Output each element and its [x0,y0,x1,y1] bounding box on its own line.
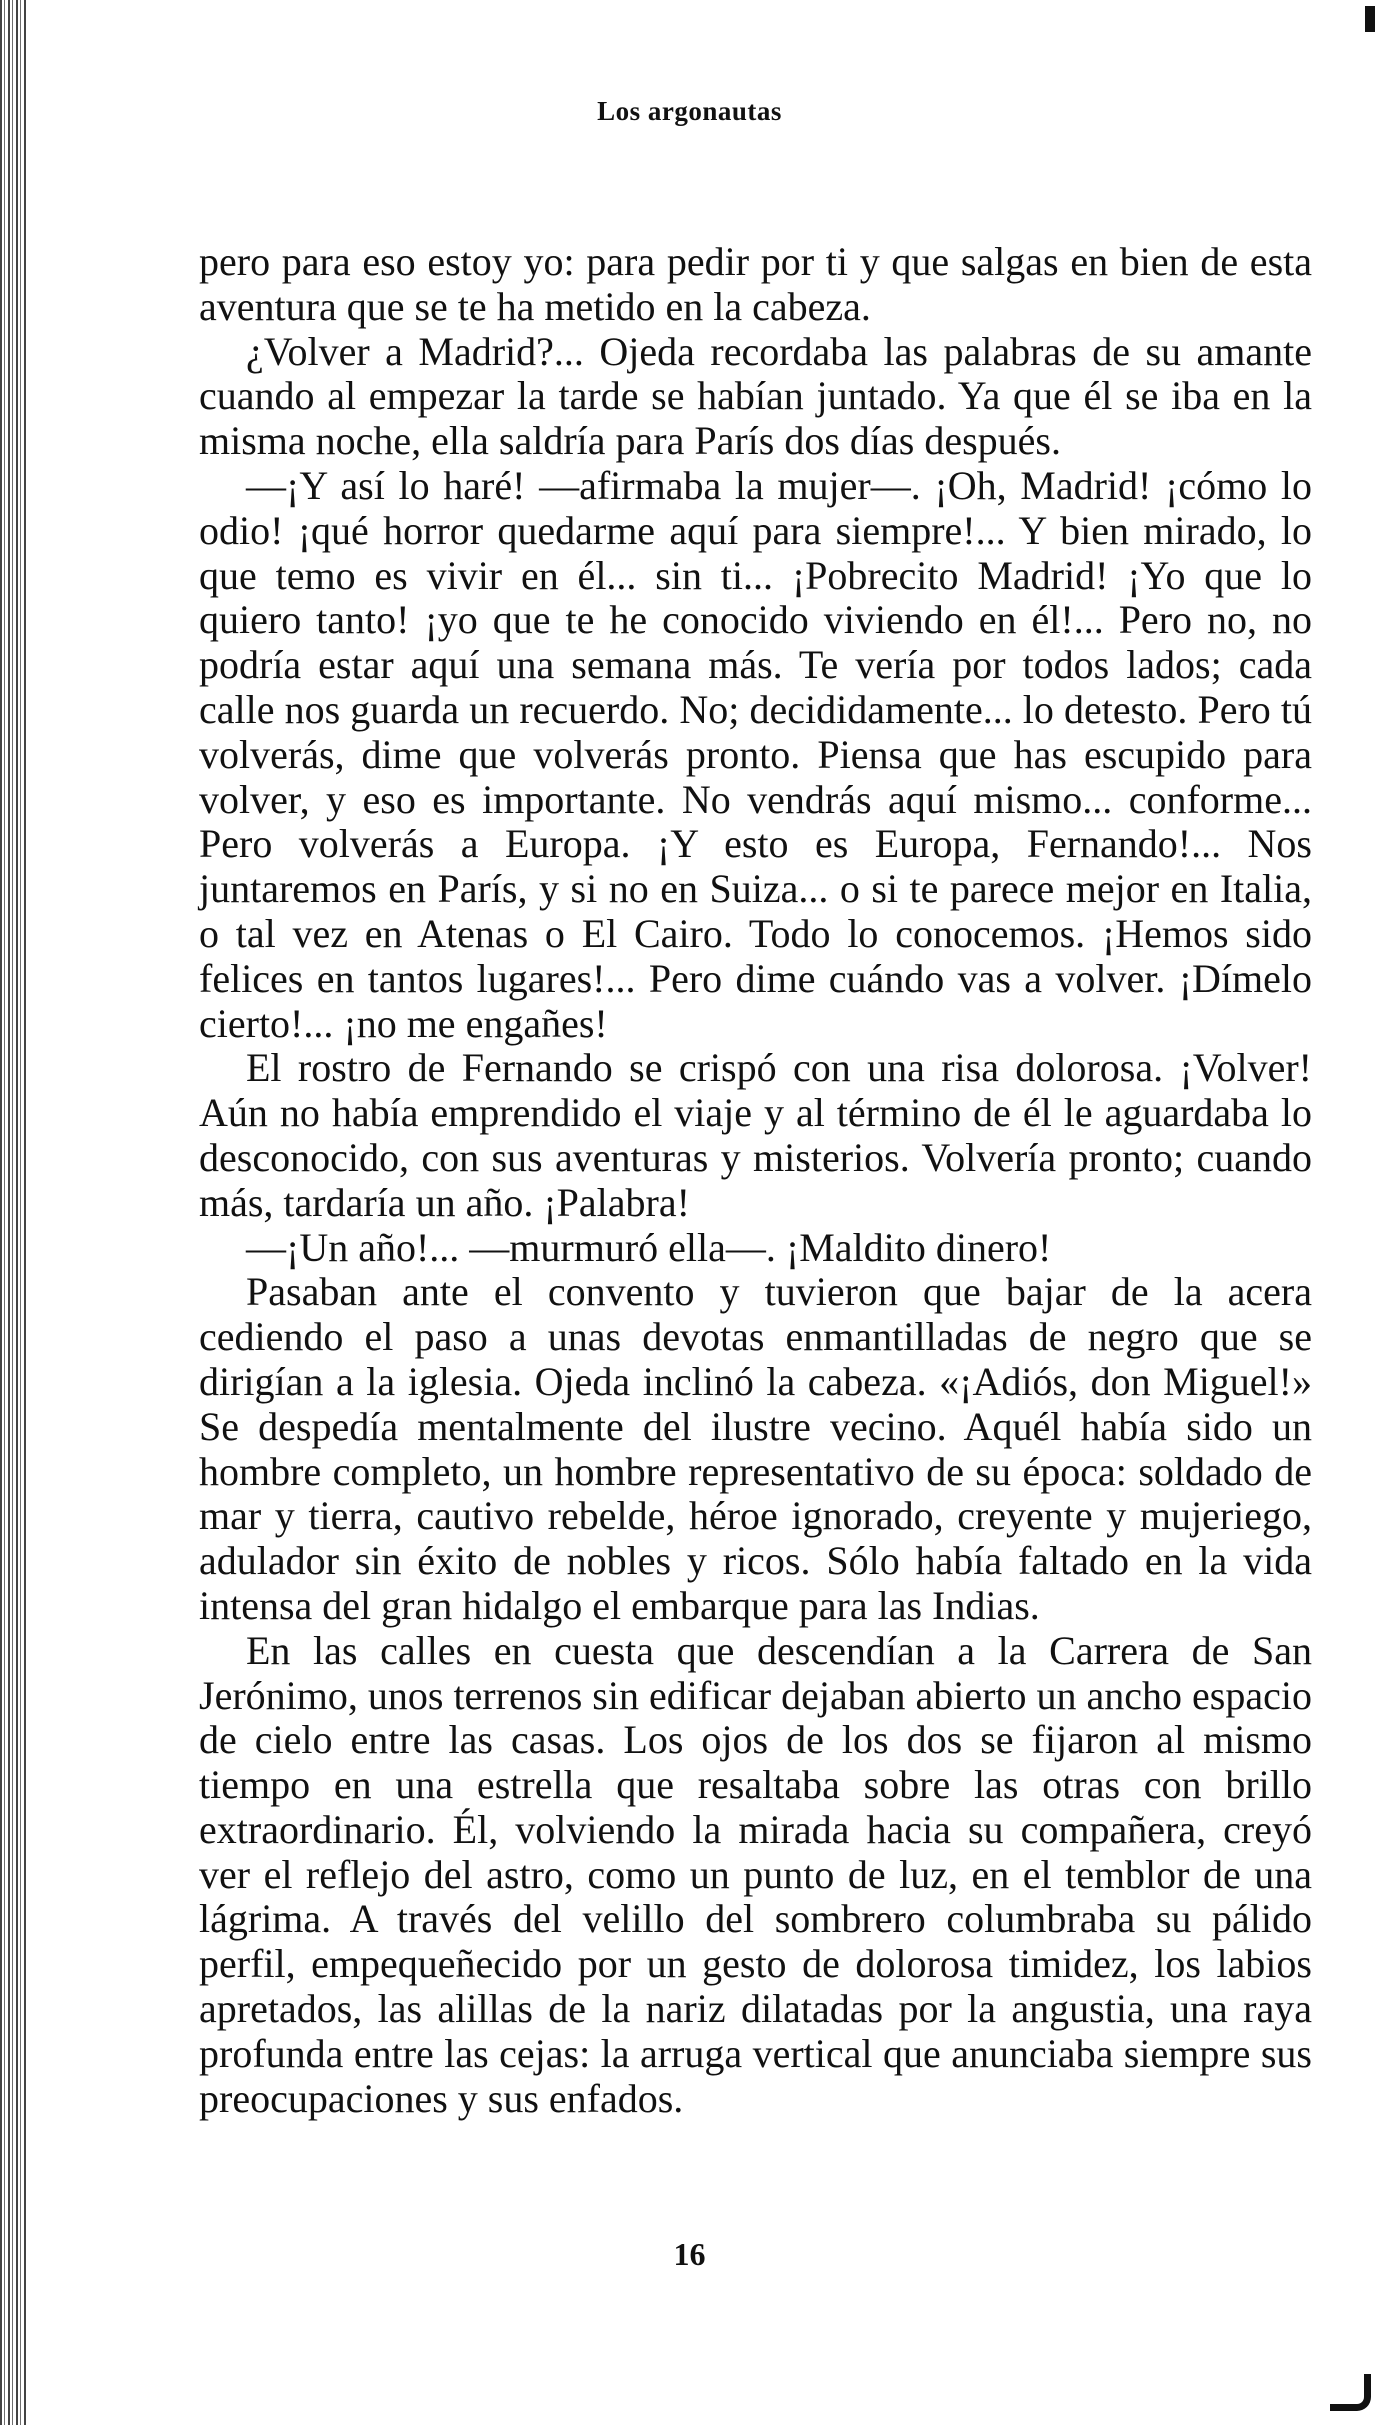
paragraph: pero para eso estoy yo: para pedir por ti y que salgas en bien de esta aventura que se te ha metido en la cabeza. [199,239,1312,329]
paragraph: Pasaban ante el convento y tuvieron que bajar de la acera cediendo el paso a unas devotas enmantilladas de negro que se dirigían a la iglesia. Ojeda inclinó la cabeza. «¡Adiós, don Miguel!» Se despedía mentalmente del ilustre vecino. Aquél había sido un hombre completo, un hombre representativo de su época: soldado de mar y tierra, cautivo rebelde, héroe ignorado, creyente y mujeriego, adulador sin éxito de nobles y ricos. Sólo había faltado en la vida intensa del gran hidalgo el embarque para las Indias. [199,1269,1312,1628]
scan-corner-mark-bottom [1330,2374,1371,2411]
page-number: 16 [673,2236,706,2272]
paragraph: ¿Volver a Madrid?... Ojeda recordaba las palabras de su amante cuando al empezar la tarde se habían juntado. Ya que él se iba en la misma noche, ella saldría para París dos días después. [199,328,1312,464]
scan-corner-mark-top [1365,6,1375,32]
body-text [199,240,1312,2121]
paragraph: —¡Y así lo haré! —afirmaba la mujer—. ¡Oh, Madrid! ¡cómo lo odio! ¡qué horror quedarme aquí para siempre!... Y bien mirado, lo que temo es vivir en él... sin ti... ¡Pobrecito Madrid! ¡Yo que lo quiero tanto! ¡yo que te he conocido viviendo en él!... Pero no, no podría estar aquí una semana más. Te vería por todos lados; cada calle nos guarda un recuerdo. No; decididamente... lo detesto. Pero tú volverás, dime que volverás pronto. Piensa que has escupido para volver, y eso es importante. No vendrás aquí mismo... conforme... Pero volverás a Europa. ¡Y esto es Europa, Fernando!... Nos juntaremos en París, y si no en Suiza... o si te parece mejor en Italia, o tal vez en Atenas o El Cairo. Todo lo conocemos. ¡Hemos sido felices en tantos lugares!... Pero dime cuándo vas a volver. ¡Dímelo cierto!... ¡no me engañes! [199,462,1312,1046]
running-title: Los argonautas [597,96,782,126]
book-binding-edge [0,0,26,2425]
paragraph: En las calles en cuesta que descendían a la Carrera de San Jerónimo, unos terrenos sin edificar dejaban abierto un ancho espacio de cielo entre las casas. Los ojos de los dos se fijaron al mismo tiempo en una estrella que resaltaba sobre las otras con brillo extraordinario. Él, volviendo la mirada hacia su compañera, creyó ver el reflejo del astro, como un punto de luz, en el temblor de una lágrima. A través del velillo del sombrero columbraba su pálido perfil, empequeñecido por un gesto de dolorosa timidez, los labios apretados, las alillas de la nariz dilatadas por la angustia, una raya profunda entre las cejas: la arruga vertical que anunciaba siempre sus preocupaciones y sus enfados. [199,1627,1312,2121]
paragraph: El rostro de Fernando se crispó con una risa dolorosa. ¡Volver! Aún no había emprendido el viaje y al término de él le aguardaba lo desconocido, con sus aventuras y misterios. Volvería pronto; cuando más, tardaría un año. ¡Palabra! [199,1045,1312,1225]
paragraph: —¡Un año!... —murmuró ella—. ¡Maldito dinero! [246,1224,1052,1270]
